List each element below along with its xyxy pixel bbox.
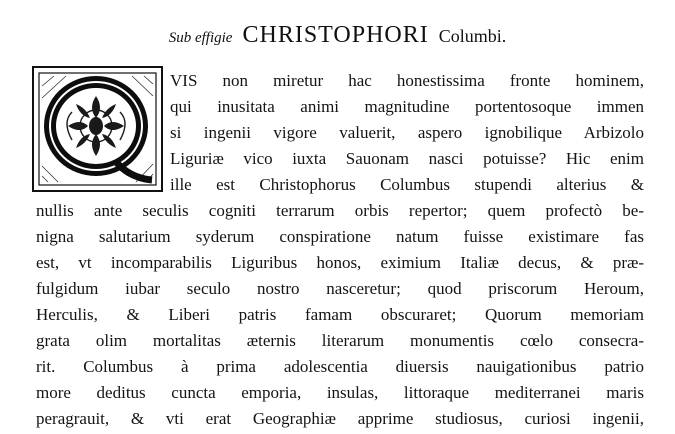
text-line: nullis ante seculis cogniti terrarum orbis repertor; quem profectò be-	[36, 201, 644, 220]
text-line: grata olim mortalitas æternis literarum monumentis cœlo consecra-	[36, 331, 644, 350]
heading-name: CHRISTOPHORI	[242, 22, 429, 48]
heading-prefix: Sub effigie	[168, 30, 233, 46]
text-line: si ingenii vigore valuerit, aspero ignobilique Arbizolo	[170, 123, 644, 142]
text-line: nigna salutarium syderum conspiratione natum fuisse existimare fas	[36, 227, 644, 246]
text-line: more deditus cuncta emporia, insulas, littoraque mediterranei maris	[36, 383, 644, 402]
text-line: rit. Columbus à prima adolescentia diuersis nauigationibus patrio	[36, 357, 644, 376]
text-line: est, vt incomparabilis Liguribus honos, eximium Italiæ decus, & præ-	[36, 253, 644, 272]
text-line: Herculis, & Liberi patris famam obscuraret; Quorum memoriam	[36, 305, 644, 324]
text-line: VIS non miretur hac honestissima fronte hominem,	[170, 71, 644, 90]
page-heading	[0, 22, 675, 49]
text-line: peragrauit, & vti erat Geographiæ apprime studiosus, curiosi ingenii,	[36, 409, 644, 428]
decorated-initial-q-icon	[32, 66, 163, 192]
text-line: fulgidum iubar seculo nostro nasceretur; quod priscorum Heroum,	[36, 279, 644, 298]
text-line: qui inusitata animi magnitudine portentosoque immen	[170, 97, 644, 116]
text-line: Liguriæ vico iuxta Sauonam nasci potuisse? Hic enim	[170, 149, 644, 168]
decorated-initial-q	[32, 66, 163, 192]
text-line: ille est Christophorus Columbus stupendi alterius &	[170, 175, 644, 194]
heading-given: Columbi.	[438, 26, 507, 46]
